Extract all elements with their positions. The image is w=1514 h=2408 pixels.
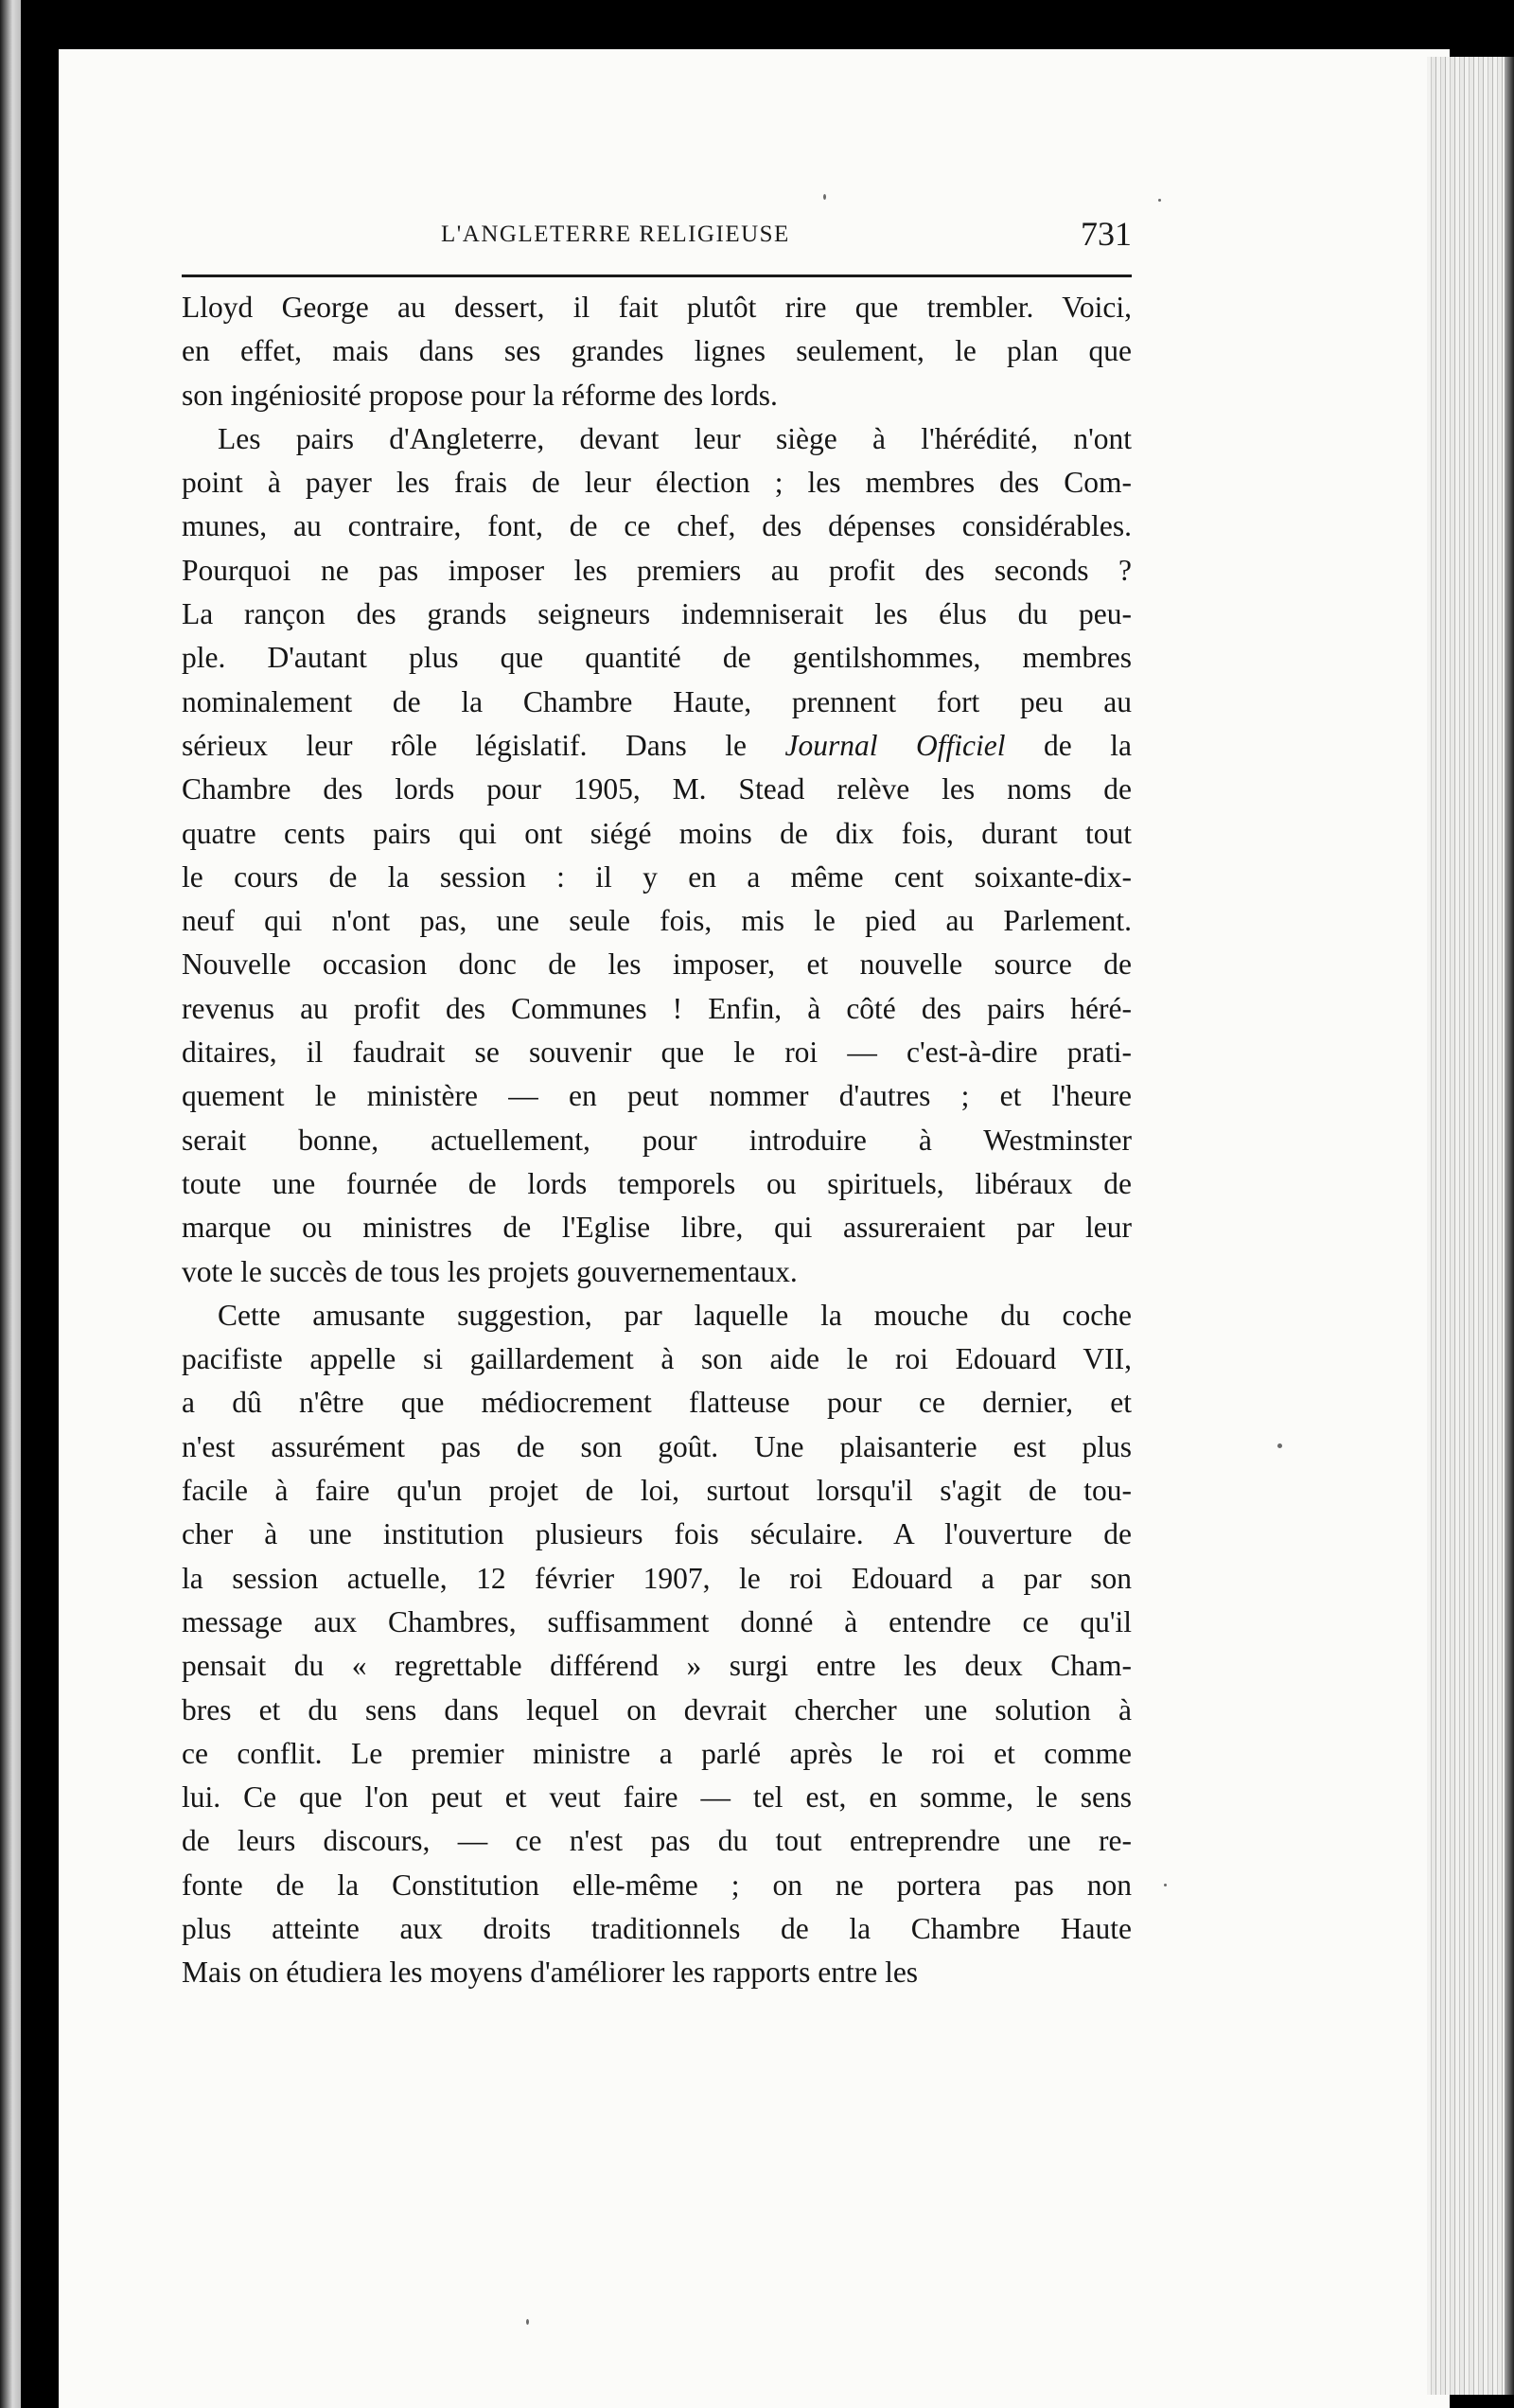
text-line: Chambre des lords pour 1905, M. Stead relève les noms de (182, 772, 1132, 806)
page-number: 731 (1081, 215, 1132, 253)
text-line: quement le ministère — en peut nommer d'autres ; et l'heure (182, 1079, 1132, 1113)
text-line: le cours de la session : il y en a même cent soixante-dix- (182, 859, 1132, 894)
text-line: neuf qui n'ont pas, une seule fois, mis le pied au Parlement. (182, 904, 1132, 938)
text-line: de leurs discours, — ce n'est pas du tout entreprendre une re- (182, 1824, 1132, 1858)
text-line: facile à faire qu'un projet de loi, surtout lorsqu'il s'agit de tou- (182, 1474, 1132, 1508)
text-line: ple. D'autant plus que quantité de gentilshommes, membres (182, 641, 1132, 675)
text-line: plus atteinte aux droits traditionnels de la Chambre Haute (182, 1911, 1132, 1945)
text-line: marque ou ministres de l'Eglise libre, qui assureraient par leur (182, 1211, 1132, 1245)
text-line: la session actuelle, 12 février 1907, le roi Edouard a par son (182, 1561, 1132, 1595)
text-line: Pourquoi ne pas imposer les premiers au profit des seconds ? (182, 553, 1132, 587)
text-line: nominalement de la Chambre Haute, prennent fort peu au (182, 684, 1132, 718)
text-line: fonte de la Constitution elle-même ; on ne portera pas non (182, 1868, 1132, 1902)
text-line: cher à une institution plusieurs fois séculaire. A l'ouverture de (182, 1517, 1132, 1551)
text-line: Mais on étudiera les moyens d'améliorer les rapports entre les (182, 1956, 919, 1990)
text-line: revenus au profit des Communes ! Enfin, à côté des pairs héré- (182, 991, 1132, 1025)
text-line: son ingéniosité propose pour la réforme des lords. (182, 378, 778, 412)
text-line: ce conflit. Le premier ministre a parlé après le roi et comme (182, 1736, 1132, 1770)
text-line: Cette amusante suggestion, par laquelle la mouche du coche (218, 1298, 1132, 1332)
text-segment: sérieux leur rôle législatif. Dans le (182, 728, 748, 762)
running-head-title: L'ANGLETERRE RELIGIEUSE (441, 221, 790, 247)
body-text (182, 286, 1132, 1995)
text-line: ditaires, il faudrait se souvenir que le roi — c'est-à-dire prati- (182, 1036, 1132, 1070)
text-line: Les pairs d'Angleterre, devant leur siège à l'hérédité, n'ont (218, 421, 1132, 455)
page-stack-edges (1427, 57, 1514, 2395)
text-line: lui. Ce que l'on peut et veut faire — tel est, en somme, le sens (182, 1780, 1132, 1815)
text-line: munes, au contraire, font, de ce chef, des dépenses considérables. (182, 509, 1132, 543)
text-line: vote le succès de tous les projets gouvernementaux. (182, 1254, 798, 1288)
text-line (182, 724, 1132, 768)
text-line: Lloyd George au dessert, il fait plutôt rire que trembler. Voici, (182, 291, 1132, 324)
header-rule (182, 274, 1132, 277)
text-line: point à payer les frais de leur élection ; les membres des Com- (182, 466, 1132, 500)
text-line: n'est assurément pas de son goût. Une plaisanterie est plus (182, 1429, 1132, 1463)
text-line: en effet, mais dans ses grandes lignes seulement, le plan que (182, 334, 1132, 368)
italic-title: Journal Officiel (784, 728, 1006, 762)
text-line: message aux Chambres, suffisamment donné à entendre ce qu'il (182, 1604, 1132, 1638)
text-line: serait bonne, actuellement, pour introduire à Westminster (182, 1123, 1132, 1157)
text-line: toute une fournée de lords temporels ou spirituels, libéraux de (182, 1166, 1132, 1200)
text-line: Nouvelle occasion donc de les imposer, et nouvelle source de (182, 947, 1132, 982)
previous-page-edge (0, 0, 21, 2408)
text-line: pensait du « regrettable différend » surgi entre les deux Cham- (182, 1649, 1132, 1683)
text-line: bres et du sens dans lequel on devrait chercher une solution à (182, 1692, 1132, 1726)
text-segment: de la (1044, 728, 1133, 762)
text-line: quatre cents pairs qui ont siégé moins de dix fois, durant tout (182, 816, 1132, 850)
text-line: pacifiste appelle si gaillardement à son aide le roi Edouard VII, (182, 1342, 1132, 1376)
running-head (182, 215, 1132, 265)
text-line: a dû n'être que médiocrement flatteuse pour ce dernier, et (182, 1386, 1132, 1420)
text-line: La rançon des grands seigneurs indemniserait les élus du peu- (182, 597, 1132, 631)
